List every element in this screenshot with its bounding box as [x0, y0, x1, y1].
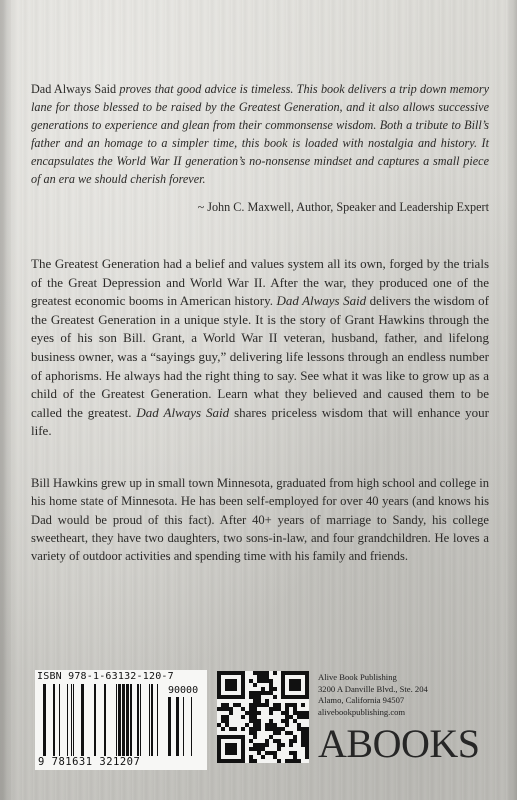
barcode-bar [104, 684, 106, 756]
qr-module [305, 711, 309, 715]
qr-module [265, 703, 269, 707]
qr-module [293, 711, 297, 715]
qr-module [261, 755, 265, 759]
qr-module [273, 727, 277, 731]
qr-module [221, 703, 225, 707]
qr-module [301, 743, 305, 747]
addon-barcode-bars [168, 697, 204, 756]
qr-module [257, 723, 261, 727]
qr-module [221, 727, 225, 731]
qr-module [253, 723, 257, 727]
isbn-barcode [35, 670, 207, 770]
qr-module [253, 727, 257, 731]
barcode-bar [116, 684, 117, 756]
qr-module [265, 679, 269, 683]
qr-module [253, 743, 257, 747]
qr-module [301, 711, 305, 715]
barcode-bar [122, 684, 125, 756]
qr-module [285, 759, 289, 763]
qr-module [273, 687, 277, 691]
barcode-bar [94, 684, 96, 756]
qr-module [269, 719, 273, 723]
qr-module [257, 675, 261, 679]
qr-module [289, 751, 293, 755]
qr-module [305, 743, 309, 747]
publisher-address-line-2: Alamo, California 94507 [318, 695, 405, 706]
qr-module [301, 715, 305, 719]
endorsement-text: proves that good advice is timeless. This book delivers a trip down memory lane for those blessed to be raised by the Greatest Generation, and it also allows successive generations to experience and glean from their commonsense wisdom. Both a tribute to Bill’s father and an homage to a simpler time, this book is loaded with nostalgia and history. It encapsulates the World War II generation’s no-nonsense mindset and captures a small piece of an era we should cherish forever. [31, 82, 489, 187]
qr-module [261, 675, 265, 679]
qr-module [261, 687, 265, 691]
endorsement-quote [31, 80, 489, 189]
qr-module [265, 727, 269, 731]
qr-module [229, 707, 233, 711]
qr-module [225, 703, 229, 707]
endorsement-attribution: ~ John C. Maxwell, Author, Speaker and Leadership Expert [197, 200, 489, 214]
description-part-2: delivers the wisdom of the Greatest Generation in a unique style. It is the story of Grant Hawkins through the eyes of his son Bill. Grant, a World War II veteran, husband, father, and lifelong business owner, was a “sayings guy,” delivering life lessons through an endless number of aphorisms. He always had the right thing to say. See what it was like to grow up as a child of the Greatest Generation. Learn what they believed and caused them to be called the greatest. [31, 293, 489, 420]
qr-module [305, 727, 309, 731]
qr-module [261, 679, 265, 683]
qr-module [261, 747, 265, 751]
qr-module [237, 703, 241, 707]
qr-module [293, 703, 297, 707]
qr-module [273, 731, 277, 735]
barcode-bar [67, 684, 68, 756]
book-description [31, 255, 489, 441]
qr-module [253, 759, 257, 763]
qr-module [221, 715, 225, 719]
qr-module [265, 751, 269, 755]
qr-module [249, 711, 253, 715]
qr-module [257, 719, 261, 723]
qr-module [249, 747, 253, 751]
barcode-bar [176, 697, 179, 756]
publisher-name: Alive Book Publishing [318, 672, 397, 682]
ean-digits: 9 781631 321207 [38, 756, 141, 768]
qr-module [265, 691, 269, 695]
qr-module [249, 739, 253, 743]
qr-module [289, 703, 293, 707]
qr-module [289, 743, 293, 747]
qr-module [257, 751, 261, 755]
qr-module [277, 727, 281, 731]
qr-module [273, 703, 277, 707]
qr-module [269, 751, 273, 755]
qr-module [305, 731, 309, 735]
qr-module [257, 703, 261, 707]
barcode-bar [191, 697, 192, 756]
qr-module [245, 723, 249, 727]
qr-module [261, 691, 265, 695]
qr-module [301, 731, 305, 735]
barcode-bar [53, 684, 55, 756]
qr-module [281, 719, 285, 723]
qr-module [253, 747, 257, 751]
qr-module [281, 711, 285, 715]
qr-module [293, 739, 297, 743]
barcode-bar [73, 684, 74, 756]
qr-module [257, 695, 261, 699]
barcode-bar [151, 684, 153, 756]
barcode-bar [126, 684, 129, 756]
barcode-bar [71, 684, 72, 756]
qr-module [297, 711, 301, 715]
qr-module [285, 719, 289, 723]
qr-code [217, 671, 309, 763]
qr-module [253, 691, 257, 695]
qr-module [241, 727, 245, 731]
qr-module [225, 715, 229, 719]
qr-module [293, 759, 297, 763]
qr-module [277, 759, 281, 763]
qr-module [257, 743, 261, 747]
qr-module [253, 711, 257, 715]
qr-module [277, 743, 281, 747]
qr-module [249, 759, 253, 763]
description-title-ref-1: Dad Always Said [276, 293, 367, 309]
qr-module [289, 731, 293, 735]
qr-module [233, 727, 237, 731]
qr-module [253, 719, 257, 723]
qr-module [269, 679, 273, 683]
qr-module [225, 719, 229, 723]
qr-module [257, 679, 261, 683]
qr-module [265, 671, 269, 675]
barcode-bar [130, 684, 132, 756]
qr-module [257, 727, 261, 731]
qr-module [265, 675, 269, 679]
qr-module [277, 703, 281, 707]
qr-module [285, 723, 289, 727]
qr-module [273, 695, 277, 699]
qr-module [297, 727, 301, 731]
qr-module [269, 683, 273, 687]
qr-module [249, 755, 253, 759]
qr-module [217, 707, 221, 711]
qr-finder-pattern [289, 679, 301, 691]
qr-module [257, 747, 261, 751]
qr-module [265, 743, 269, 747]
qr-module [225, 707, 229, 711]
qr-module [241, 715, 245, 719]
qr-module [253, 715, 257, 719]
qr-module [301, 703, 305, 707]
qr-module [249, 703, 253, 707]
qr-module [253, 683, 257, 687]
qr-module [265, 723, 269, 727]
qr-module [305, 755, 309, 759]
qr-finder-pattern [225, 679, 237, 691]
qr-module [249, 691, 253, 695]
publisher-website: alivebookpublishing.com [318, 706, 406, 717]
qr-module [233, 703, 237, 707]
qr-module [293, 707, 297, 711]
qr-module [281, 743, 285, 747]
qr-module [293, 735, 297, 739]
qr-module [245, 711, 249, 715]
qr-module [273, 755, 277, 759]
ean-barcode-bars [43, 684, 163, 756]
qr-module [249, 695, 253, 699]
qr-module [273, 739, 277, 743]
qr-module [277, 731, 281, 735]
qr-module [261, 671, 265, 675]
qr-module [253, 695, 257, 699]
qr-module [277, 707, 281, 711]
qr-module [253, 735, 257, 739]
qr-module [285, 703, 289, 707]
description-part-3: shares priceless wisdom that will enhance your life. [31, 404, 490, 439]
qr-module [253, 707, 257, 711]
cover-left-edge-shadow [0, 0, 14, 800]
qr-finder-pattern [225, 743, 237, 755]
isbn-label: ISBN 978-1-63132-120-7 [37, 671, 174, 682]
qr-module [297, 723, 301, 727]
qr-module [269, 735, 273, 739]
qr-module [265, 699, 269, 703]
qr-module [293, 755, 297, 759]
qr-module [273, 707, 277, 711]
qr-module [269, 691, 273, 695]
qr-module [285, 731, 289, 735]
qr-module [305, 739, 309, 743]
qr-module [269, 723, 273, 727]
qr-module [293, 751, 297, 755]
qr-module [249, 719, 253, 723]
publisher-address-line-1: 3200 A Danville Blvd., Ste. 204 [318, 683, 428, 694]
qr-module [301, 735, 305, 739]
description-part-1: The Greatest Generation had a belief and values system all its own, forged by the trials of the Great Depression and World War II. After the war, they produced one of the greatest economic booms in American history. [31, 256, 489, 309]
qr-module [293, 719, 297, 723]
qr-module [261, 743, 265, 747]
price-code: 90000 [168, 685, 199, 696]
qr-module [277, 747, 281, 751]
qr-module [253, 703, 257, 707]
qr-module [285, 715, 289, 719]
qr-module [273, 671, 277, 675]
qr-module [281, 727, 285, 731]
qr-module [285, 711, 289, 715]
qr-module [217, 723, 221, 727]
qr-module [253, 731, 257, 735]
qr-module [301, 727, 305, 731]
qr-module [221, 707, 225, 711]
qr-module [289, 739, 293, 743]
qr-module [229, 711, 233, 715]
barcode-bar [149, 684, 150, 756]
qr-module [305, 715, 309, 719]
qr-module [257, 711, 261, 715]
qr-module [249, 707, 253, 711]
qr-module [269, 727, 273, 731]
qr-module [265, 739, 269, 743]
barcode-bar [59, 684, 60, 756]
barcode-bar [157, 684, 158, 756]
qr-module [225, 723, 229, 727]
qr-module [269, 711, 273, 715]
description-title-ref-2: Dad Always Said [136, 404, 230, 420]
qr-module [229, 727, 233, 731]
qr-module [261, 703, 265, 707]
qr-module [253, 699, 257, 703]
qr-module [289, 715, 293, 719]
qr-module [285, 707, 289, 711]
publisher-info [318, 672, 488, 718]
qr-module [249, 727, 253, 731]
qr-module [289, 759, 293, 763]
qr-module [241, 707, 245, 711]
author-bio: Bill Hawkins grew up in small town Minnesota, graduated from high school and college in his home state of Minnesota. He has been self-employed for over 40 years (and knows his Dad would be proud of this fact). After 40+ years of marriage to Sandy, his college sweetheart, they have two daughters, two sons-in-law, and four grandchildren. He loves a variety of outdoor activities and spending time with his family and friends. [31, 476, 489, 564]
qr-module [249, 679, 253, 683]
barcode-bar [183, 697, 184, 756]
qr-module [257, 699, 261, 703]
barcode-bar [140, 684, 141, 756]
qr-module [305, 747, 309, 751]
qr-module [249, 715, 253, 719]
qr-module [297, 759, 301, 763]
barcode-bar [137, 684, 139, 756]
qr-module [257, 691, 261, 695]
qr-module [253, 671, 257, 675]
barcode-bar [168, 697, 171, 756]
barcode-bar [43, 684, 46, 756]
barcode-bar [81, 684, 84, 756]
qr-module [269, 707, 273, 711]
cover-right-edge-shadow [507, 0, 517, 800]
publisher-logo: ABOOKS [318, 721, 480, 766]
qr-module [305, 751, 309, 755]
qr-module [297, 715, 301, 719]
qr-module [301, 739, 305, 743]
endorsement-book-title: Dad Always Said [31, 82, 117, 96]
qr-module [305, 735, 309, 739]
qr-module [277, 739, 281, 743]
qr-module [273, 723, 277, 727]
qr-module [269, 687, 273, 691]
barcode-bar [118, 684, 121, 756]
qr-module [221, 719, 225, 723]
qr-module [249, 731, 253, 735]
qr-module [257, 671, 261, 675]
qr-module [273, 751, 277, 755]
